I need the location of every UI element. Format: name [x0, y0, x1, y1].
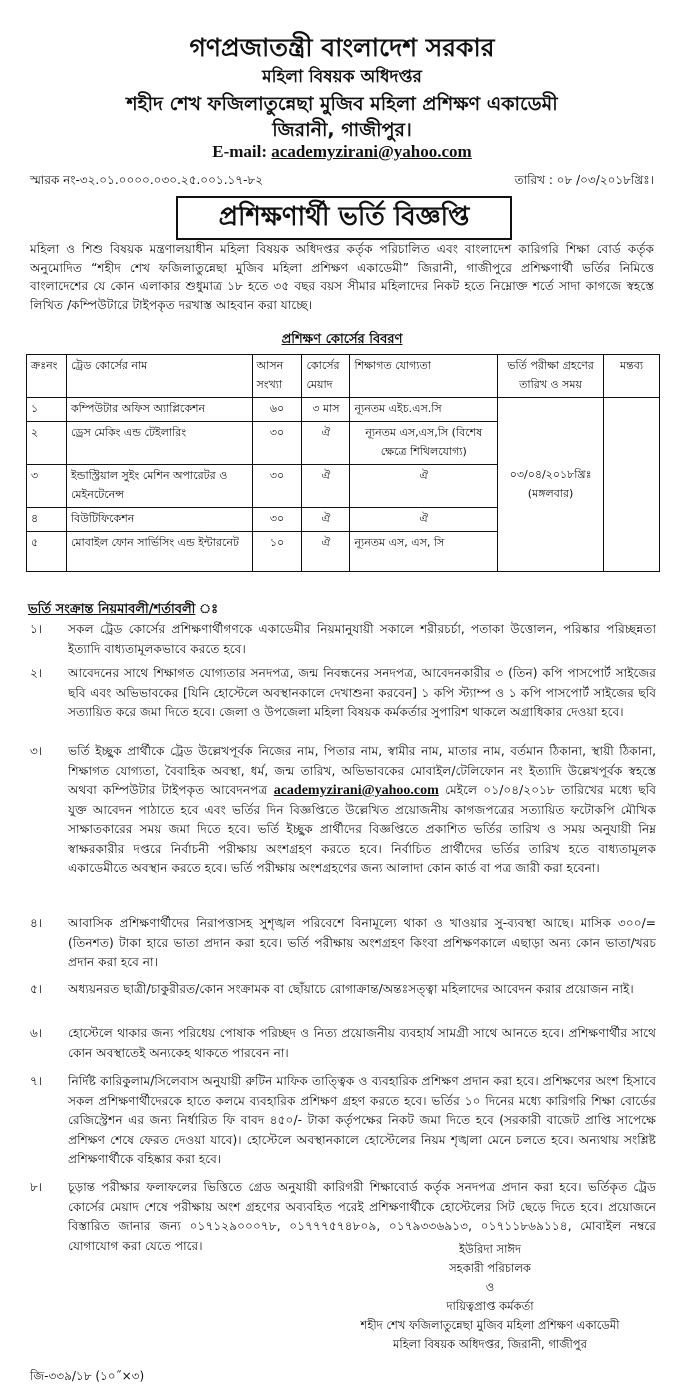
cell-duration: ঐ	[302, 532, 350, 572]
header-remarks: মন্তব্য	[604, 355, 660, 398]
rule-email-link[interactable]: academyzirani@yahoo.com	[273, 783, 439, 798]
academy-location: জিরানী, গাজীপুর।	[272, 119, 412, 141]
rule-item	[30, 742, 656, 879]
cell-serial: ৪	[27, 508, 67, 532]
rule-text-part: মেইলে ০১/০৪/২০১৮ তারিখের মধ্যে ছবি যুক্ত আবেদন পাঠাতে হবে এবং ভর্তির দিন বিজ্ঞপ্তিতে উল্লেখিত প্রয়োজনীয় কাগজপত্রের সত্যায়িত ফটোকপি মৌখিক সাক্ষাতকারের সময় জমা দিতে হবে। ভর্তি ইচ্ছুক প্রার্থীদের বিজ্ঞপ্তিতে প্রকাশিত ভর্তির তারিখ ও সময় অনুযায়ী নিম্ন স্বাক্ষরকারীর দপ্তরে নির্বাচনী পরীক্ষায় অংশগ্রহণ করতে হবে। নির্বাচিত প্রার্থীদের ভর্তির তারিখ হতে বাধ্যতামূলক একাডেমীতে অবস্থান করতে হবে। ভর্তি পরীক্ষায় অংশগ্রহণের জন্য আলাদা কোন কার্ড বা পত্র জারী করা হবেনা।	[68, 783, 656, 875]
email-line	[0, 142, 684, 162]
rule-number: ৭।	[30, 1074, 43, 1088]
rule-text: আবেদনের সাথে শিক্ষাগত যোগ্যতার সনদপত্র, জন্ম নিবন্ধনের সনদপত্র, আবেদনকারীর ৩ (তিন) কপি পাসপোর্ট সাইজের ছবি এবং অভিভাবকের [যিনি হোস্টেলে অবস্থানকালে দেখাশুনা করবেন] ১ কপি স্ট্যাম্প ও ১ কপি পাসপোর্ট সাইজের ছবি সত্যায়িত করে জমা দিতে হবে। জেলা ও উপজেলা মহিলা বিষয়ক কর্মকর্তার সুপারিশ থাকলে অগ্রাধিকার দেওয়া হবে।	[68, 666, 656, 719]
cell-qualification: ন্যূনতম এস,এস,সি (বিশেষ ক্ষেত্রে শিথিলযোগ্য)	[350, 422, 498, 465]
rule-item	[30, 664, 656, 723]
header-exam: ভর্তি পরীক্ষা গ্রহণের তারিখ ও সময়	[498, 355, 604, 398]
signatory-org: শহীদ শেখ ফজিলাতুন্নেছা মুজিব মহিলা প্রশিক্ষণ একাডেমী	[360, 1318, 620, 1332]
course-table-caption: প্রশিক্ষণ কোর্সের বিবরণ	[281, 332, 403, 347]
table-row	[27, 398, 660, 422]
table-header-row	[27, 355, 660, 398]
cell-seats: ১০	[252, 532, 302, 572]
signature-block	[330, 1240, 650, 1354]
signatory-address: মহিলা বিষয়ক অধিদপ্তর, জিরানী, গাজীপুর	[393, 1337, 587, 1351]
government-title: গণপ্রজাতন্ত্রী বাংলাদেশ সরকার	[189, 33, 495, 62]
exam-day: (মঙ্গলবার)	[527, 486, 574, 500]
notice-title: প্রশিক্ষণার্থী ভর্তি বিজ্ঞপ্তি	[176, 196, 512, 240]
rule-number: ৪।	[30, 916, 43, 930]
academy-name: শহীদ শেখ ফজিলাতুন্নেছা মুজিব মহিলা প্রশিক্ষণ একাডেমী	[126, 93, 558, 115]
cell-seats: ৩০	[252, 465, 302, 508]
rule-number: ৫।	[30, 982, 43, 996]
cell-course: ইন্ডাস্ট্রিয়াল সুইং মেশিন অপারেটর ও মেইনটেনেন্স	[66, 465, 252, 508]
rule-item	[30, 980, 656, 1000]
cell-course: মোবাইল ফোন সার্ভিসিং এন্ড ইন্টারনেট	[66, 532, 252, 572]
rules-heading-text: ভর্তি সংক্রান্ত নিয়মাবলী/শর্তাবলী	[28, 602, 196, 617]
exam-date: ০৩/০৪/২০১৮খ্রিঃ	[509, 467, 592, 481]
signatory-and: ও	[485, 1280, 495, 1294]
department-name: মহিলা বিষয়ক অধিদপ্তর	[262, 67, 422, 87]
notice-date: তারিখ : ০৮ /০৩/২০১৮খ্রিঃ।	[514, 173, 654, 187]
rule-item	[30, 914, 656, 973]
rule-number: ২।	[30, 666, 43, 680]
memo-number: স্মারক নং-৩২.০১.০০০০.০৩০.২৫.০০১.১৭-৮২	[30, 173, 264, 187]
cell-qualification: ন্যূনতম এস, এস, সি	[350, 532, 498, 572]
cell-qualification: ঐ	[350, 508, 498, 532]
header-serial: ক্রঃনং	[27, 355, 67, 398]
cell-remarks	[604, 398, 660, 572]
rule-text: সকল ট্রেড কোর্সের প্রশিক্ষণার্থীগণকে একাডেমীর নিয়মানুযায়ী সকালে শরীরচর্চা, পতাকা উত্তোলন, পরিষ্কার পরিচ্ছন্নতা ইত্যাদি বাধ্যতামূলকভাবে করতে হবে।	[68, 622, 656, 656]
cell-exam-date	[498, 398, 604, 572]
cell-seats: ৩০	[252, 508, 302, 532]
header-qualification: শিক্ষাগত যোগ্যতা	[350, 355, 498, 398]
cell-duration: ঐ	[302, 508, 350, 532]
rule-item	[30, 1072, 656, 1170]
cell-serial: ৫	[27, 532, 67, 572]
rule-number: ৮।	[30, 1180, 43, 1194]
rule-text: আবাসিক প্রশিক্ষণার্থীদের নিরাপত্তাসহ সুশৃঙ্খল পরিবেশে বিনামূল্যে থাকা ও খাওয়ার সু-ব্যবস্থা আছে। মাসিক ৩০০/= (তিনশত) টাকা হারে ভাতা প্রদান করা হবে। ভর্তি পরীক্ষায় অংশগ্রহণ কিংবা প্রশিক্ষণকালে এছাড়া অন্য কোন ভাতা/খরচ প্রদান করা হবে না।	[68, 916, 656, 969]
rule-item	[30, 620, 656, 659]
header-course: ট্রেড কোর্সের নাম	[66, 355, 252, 398]
signatory-name: ইউরিদা সাঈদ	[458, 1242, 522, 1256]
advertisement-reference: জি-৩৩৯/১৮ (১০˝×৩)	[30, 1369, 145, 1383]
email-link[interactable]: academyzirani@yahoo.com	[271, 142, 472, 161]
signatory-designation: সহকারী পরিচালক	[449, 1261, 531, 1275]
cell-course: বিউটিফিকেশন	[66, 508, 252, 532]
rule-number: ১।	[30, 622, 43, 636]
rules-heading-suffix: ঃ	[195, 602, 219, 617]
cell-serial: ৩	[27, 465, 67, 508]
rule-text: নির্দিষ্ট কারিকুলাম/সিলেবাস অনুযায়ী রুটিন মাফিক তাত্ত্বিক ও ব্যবহারিক প্রশিক্ষণ প্রদান করা হবে। প্রশিক্ষণের অংশ হিসাবে সকল প্রশিক্ষণার্থীদেরকে হাতে কলমে ব্যবহারিক প্রশিক্ষণ গ্রহণ করতে হবে। ভর্তির ১০ দিনের মধ্যে কারিগরি শিক্ষা বোর্ডের রেজিস্ট্রেশন এর জন্য নির্ধারিত ফি বাবদ ৪৫০/- টাকা কর্তৃপক্ষের নিকট জমা দিতে হবে (সরকারী বাজেট প্রাপ্তি সাপেক্ষে প্রশিক্ষণ শেষে ফেরত দেওয়া যাবে)। হোস্টেলে অবস্থানকালে হোস্টেলের নিয়ম শৃঙ্খলা মেনে চলতে হবে। অন্যথায় সংশ্লিষ্ট প্রশিক্ষণার্থীকে বহিষ্কার করা হবে।	[68, 1074, 656, 1166]
cell-course: কম্পিউটার অফিস অ্যাপ্লিকেশন	[66, 398, 252, 422]
rule-text-part: ভর্তি ইচ্ছুক প্রার্থীকে ট্রেড উল্লেখপূর্বক নিজের নাম, পিতার নাম, স্বামীর নাম, মাতার নাম, বর্তমান ঠিকানা, স্থায়ী ঠিকানা, শিক্ষাগত যোগ্যতা, বৈবাহিক অবস্থা, ধর্ম, জন্ম তারিখ, অভিভাবকের মোবাইল/টেলিফোন নং ইত্যাদি উল্লেখপূর্বক স্বহস্তে অথবা কম্পিউটার টাইপকৃত আবেদনপত্র	[68, 744, 656, 797]
cell-qualification: ঐ	[350, 465, 498, 508]
cell-seats: ৩০	[252, 422, 302, 465]
rule-text: চূড়ান্ত পরীক্ষার ফলাফলের ভিত্তিতে গ্রেড অনুযায়ী কারিগরী শিক্ষাবোর্ড কর্তৃক সনদপত্র প্রদান করা হবে। ভর্তিকৃত ট্রেড কোর্সের মেয়াদ শেষে পরীক্ষায় অংশ গ্রহণের অব্যবহিত পরেই প্রশিক্ষণার্থীকে হোস্টেলের সিট ছেড়ে দিতে হবে। প্রয়োজনে বিস্তারিত জানার জন্য ০১৭১২৯০০০৭৮, ০১৭৭৭৫৭৪৮০৯, ০১৭৯৩৩৬৯১৩, ০১৭১১৮৬৯১১৪, মোবাইল নম্বরে যোগাযোগ করা যেতে পারে।	[68, 1180, 656, 1253]
rule-text	[68, 742, 656, 879]
cell-serial: ২	[27, 422, 67, 465]
rule-text: হোস্টেলে থাকার জন্য পরিধেয় পোষাক পরিচ্ছদ ও নিত্য প্রয়োজনীয় ব্যবহার্য সামগ্রী সাথে আনতে হবে। প্রশিক্ষণার্থীর সাথে কোন অবস্থাতেই অন্যকেহ থাকতে পারবেন না।	[68, 1026, 656, 1060]
cell-qualification: ন্যূনতম এইচ.এস.সি	[350, 398, 498, 422]
cell-duration: ঐ	[302, 465, 350, 508]
email-label: E-mail:	[212, 142, 272, 161]
cell-duration: ঐ	[302, 422, 350, 465]
rules-heading	[28, 600, 218, 621]
cell-serial: ১	[27, 398, 67, 422]
cell-duration: ৩ মাস	[302, 398, 350, 422]
cell-course: ড্রেস মেকিং এন্ড টেইলারিং	[66, 422, 252, 465]
rule-number: ৩।	[30, 744, 43, 758]
intro-paragraph: মহিলা ও শিশু বিষয়ক মন্ত্রণালয়াধীন মহিলা বিষয়ক অধিদপ্তর কর্তৃক পরিচালিত এবং বাংলাদেশ কারিগরি শিক্ষা বোর্ড কর্তৃক অনুমোদিত “শহীদ শেখ ফজিলাতুন্নেছা মুজিব মহিলা প্রশিক্ষণ একাডেমী” জিরানী, গাজীপুরে প্রশিক্ষণার্থী ভর্তির নিমিত্তে বাংলাদেশের যে কোন এলাকার শুধুমাত্র ১৮ হতে ৩৫ বছর বয়স সীমার মহিলাদের নিকট হতে নিম্নোক্ত শর্তে সাদা কাগজে স্বহস্তে লিখিত /কম্পিউটারে টাইপকৃত দরখাস্ত আহবান করা যাচ্ছে।	[30, 242, 654, 312]
signatory-role: দায়িত্বপ্রাপ্ত কর্মকর্তা	[446, 1299, 534, 1313]
course-table	[26, 354, 660, 572]
header-seats: আসন সংখ্যা	[252, 355, 302, 398]
rule-number: ৬।	[30, 1026, 43, 1040]
cell-seats: ৬০	[252, 398, 302, 422]
header-duration: কোর্সের মেয়াদ	[302, 355, 350, 398]
rule-item	[30, 1024, 656, 1063]
rule-text: অধ্যয়নরত ছাত্রী/চাকুরীরত/কোন সংক্রামক বা ছোঁয়াচে রোগাক্রান্ত/অন্তঃসত্ত্বা মহিলাদের আবেদন করার প্রয়োজন নাই।	[68, 982, 634, 996]
